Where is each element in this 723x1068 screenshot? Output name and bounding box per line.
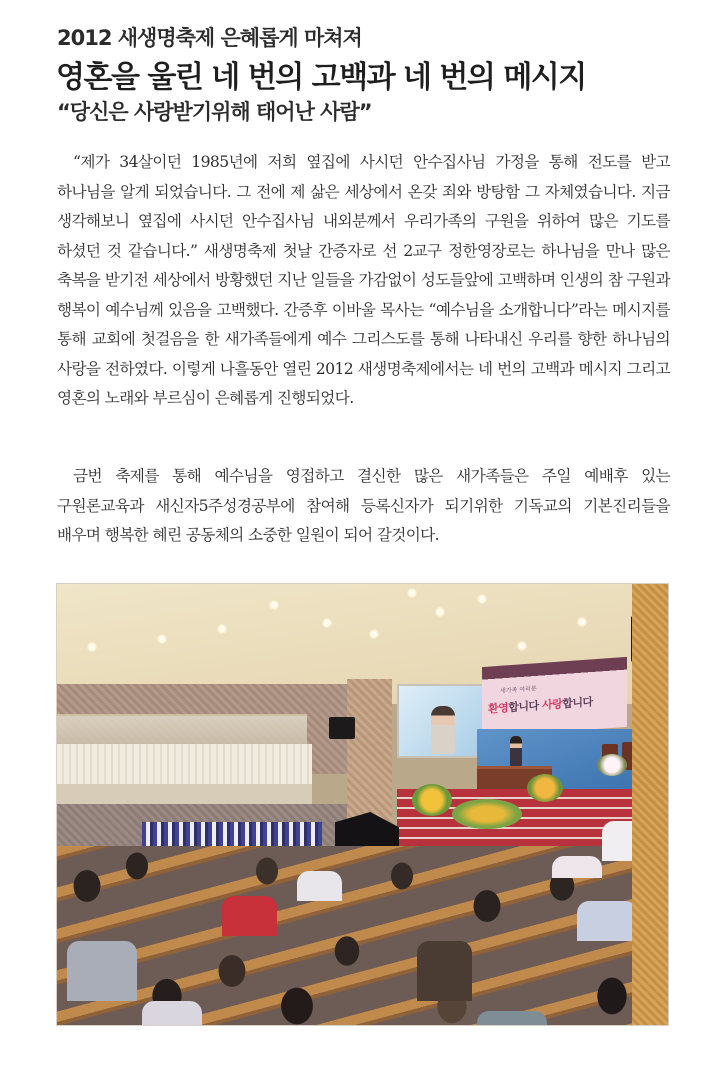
- preacher: [510, 736, 522, 766]
- article-paragraph-1: “제가 34살이던 1985년에 저희 옆집에 사시던 안수집사님 가정을 통해 전도를 받고 하나님을 알게 되었습니다. 그 전에 제 삶은 세상에서 온갖 죄와 방탕함 그 자체였습니다. 지금 생각해보니 옆집에 사시던 안수집사님 내외분께서 우리가족의 구원을 위하여 많은 기도를 하셨던 것 같습니다.” 새생명축제 첫날 간증자로 선 2교구 정한영장로는 하나님을 만나 많은 축복을 받기전 세상에서 방황했던 지난 일들을 가감없이 성도들앞에 고백하며 인생의 참 구원과 행복이 예수님께 있음을 고백했다. 간증후 이바울 목사는 “예수님을 소개합니다”라는 메시지를 통해 교회에 첫걸음을 한 새가족들에게 예수 그리스도를 통해 나타내신 우리를 향한 하나님의 사랑을 전하였다. 이렇게 나흘동안 열린 2012 새생명축제에서는 네 번의 고백과 메시지 그리고 영혼의 노래와 부르심이 은혜롭게 진행되었다.: [57, 153, 670, 407]
- article-subhead: “당신은 사랑받기위해 태어난 사람”: [57, 100, 372, 124]
- projection-screen: [397, 684, 487, 758]
- banner-word-love: 사랑: [541, 697, 563, 712]
- ceiling-light: [435, 607, 445, 617]
- right-pillar: [632, 584, 668, 1025]
- banner-title: [488, 693, 593, 716]
- ceiling-light: [517, 641, 527, 651]
- ceiling-light: [269, 600, 279, 610]
- speaker-icon: [329, 717, 355, 739]
- flower-arrangement: [412, 784, 452, 816]
- ceiling-light: [157, 634, 167, 644]
- harvest-display: [452, 799, 522, 829]
- ceiling-light: [369, 629, 379, 639]
- article-photo-church-service: [57, 584, 668, 1025]
- congregation-pews: [57, 846, 668, 1025]
- article-paragraph-2: 금번 축제를 통해 예수님을 영접하고 결신한 많은 새가족들은 주일 예배후 있는 구원론교육과 새신자5주성경공부에 참여해 등록신자가 되기위한 기독교의 기본진리들을 배우며 행복한 혜린 공동체의 소중한 일원이 되어 갈것이다.: [57, 467, 670, 544]
- congregant: [577, 901, 637, 941]
- congregant: [417, 941, 472, 1001]
- banner-word: 합니다: [562, 695, 593, 711]
- screen-speaker-image: [431, 706, 455, 754]
- ceiling-light: [217, 624, 227, 634]
- ceiling-light: [87, 642, 97, 652]
- congregant: [67, 941, 137, 1001]
- ceiling-light: [477, 594, 487, 604]
- under-balcony-lights: [57, 784, 312, 804]
- congregant: [297, 871, 342, 901]
- flower-arrangement: [597, 754, 627, 776]
- congregant: [552, 856, 602, 878]
- article-headline: 영혼을 울린 네 번의 고백과 네 번의 메시지: [56, 60, 586, 95]
- balcony-railing: [57, 714, 307, 748]
- banner-word-welcome: 환영: [488, 701, 509, 716]
- flower-arrangement: [527, 774, 563, 802]
- welcome-banner: [482, 657, 627, 737]
- ceiling-light: [577, 617, 587, 627]
- article-kicker: 2012 새생명축제 은혜롭게 마쳐져: [57, 26, 362, 50]
- banner-word: 합니다: [508, 698, 542, 715]
- congregant: [142, 1001, 202, 1025]
- banner-subtitle: 새가족 여러분: [500, 685, 537, 695]
- congregant: [222, 896, 277, 936]
- ceiling-light: [407, 588, 417, 598]
- balcony-front: [57, 744, 312, 784]
- congregant: [477, 1011, 547, 1025]
- ceiling-light: [322, 618, 332, 628]
